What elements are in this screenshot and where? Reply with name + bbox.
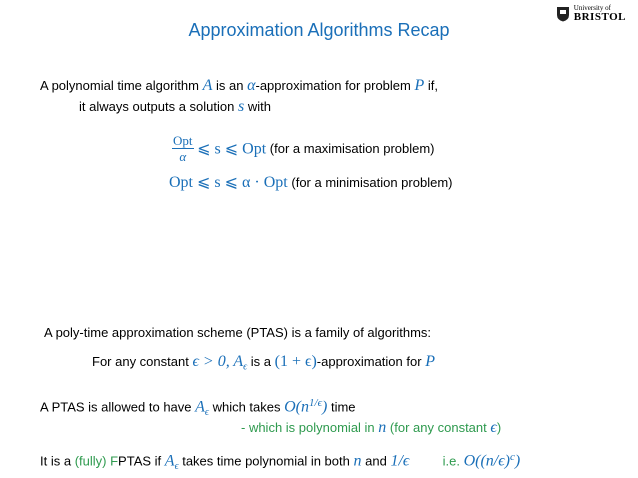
ptas-allowed: A PTAS is allowed to have $A_\epsilon$ which takes $O(n^{1/\epsilon})$ time (40, 397, 356, 418)
ptas-intro: A poly-time approximation scheme (PTAS) is a family of algorithms: (44, 325, 432, 340)
crest-icon (556, 6, 570, 22)
slide-title: Approximation Algorithms Recap (188, 20, 450, 40)
ptas-for-any: For any constant ϵ > 0, $A_\epsilon$ is a (1 + ϵ)-approximation for P (92, 353, 435, 373)
definition-line-2: it always outputs a solution s with (79, 98, 271, 115)
ptas-poly-note: - which is polynomial in n (for any constant ϵ) (241, 419, 502, 436)
university-logo (556, 5, 626, 23)
min-formula: Opt ⩽ s ⩽ α · Opt (for a minimisation problem) (169, 174, 453, 191)
logo-line1: University of (573, 4, 611, 12)
definition-line-1: A polynomial time algorithm A is an α-approximation for problem P if, (40, 77, 439, 94)
max-formula: $\frac{\text{Opt}}{\alpha}$ ⩽ s ⩽ Opt (for a maximisation problem) (173, 133, 435, 164)
fptas-line: It is a (fully) FPTAS if $A_\epsilon$ takes time polynomial in both n and 1/ϵ i.e. $O((n/\epsilon)^c)$ (40, 451, 521, 472)
opt-over-alpha: $\frac{\text{Opt}}{\alpha}$ (173, 133, 193, 164)
logo-line2: BRISTOL (573, 11, 626, 23)
